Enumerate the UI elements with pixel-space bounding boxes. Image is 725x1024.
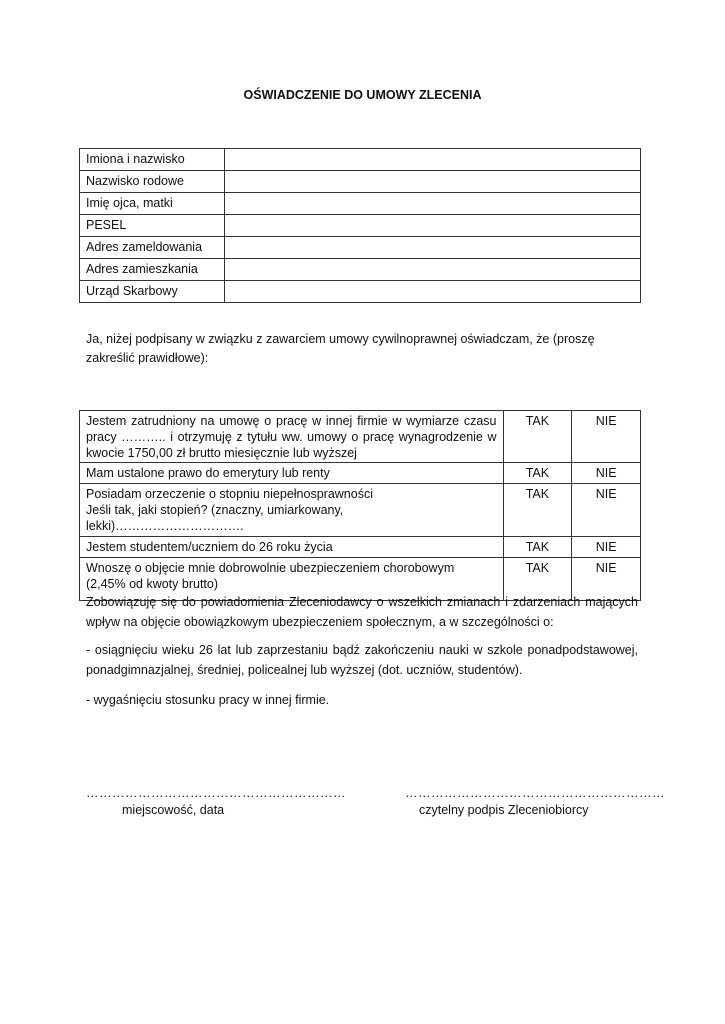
- condition-employment: - wygaśnięciu stosunku pracy w innej firmie.: [86, 693, 330, 707]
- signature-line-left: ……………………………………………………: [86, 786, 346, 800]
- table-row: [80, 484, 641, 537]
- field-label: Adres zamieszkania: [80, 259, 225, 281]
- table-row: [80, 237, 641, 259]
- statement-text: Mam ustalone prawo do emerytury lub renty: [80, 463, 504, 484]
- signature-caption: czytelny podpis Zleceniobiorcy: [419, 803, 589, 817]
- no-option[interactable]: NIE: [572, 484, 641, 537]
- yes-option[interactable]: TAK: [503, 463, 572, 484]
- field-value[interactable]: [225, 259, 641, 281]
- obligation-text: Zobowiązuję się do powiadomienia Zleceniodawcy o wszelkich zmianach i zdarzeniach mających wpływ na objęcie obowiązkowym ubezpieczeniem społecznym, a w szczególności o:: [86, 595, 638, 629]
- table-row: [80, 537, 641, 558]
- statements-table: [79, 410, 641, 601]
- table-row: [80, 171, 641, 193]
- field-value[interactable]: [225, 193, 641, 215]
- field-value[interactable]: [225, 281, 641, 303]
- no-option[interactable]: NIE: [572, 537, 641, 558]
- statement-text: Wnoszę o objęcie mnie dobrowolnie ubezpieczeniem chorobowym (2,45% od kwoty brutto): [80, 558, 504, 601]
- yes-option[interactable]: TAK: [503, 537, 572, 558]
- no-option[interactable]: NIE: [572, 558, 641, 601]
- field-label: Imiona i nazwisko: [80, 149, 225, 171]
- document-title: OŚWIADCZENIE DO UMOWY ZLECENIA: [243, 88, 482, 102]
- no-option[interactable]: NIE: [572, 463, 641, 484]
- field-value[interactable]: [225, 171, 641, 193]
- no-option[interactable]: NIE: [572, 411, 641, 463]
- field-label: Nazwisko rodowe: [80, 171, 225, 193]
- statement-text: [80, 484, 504, 537]
- intro-text: Ja, niżej podpisany w związku z zawarciem umowy cywilnoprawnej oświadczam, że (proszę zakreślić prawidłowe):: [86, 332, 595, 365]
- signature-line-right: ……………………………………………………: [405, 786, 665, 800]
- table-row: [80, 215, 641, 237]
- yes-option[interactable]: TAK: [503, 558, 572, 601]
- personal-data-table: [79, 148, 641, 303]
- field-value[interactable]: [225, 149, 641, 171]
- table-row: [80, 259, 641, 281]
- table-row: [80, 281, 641, 303]
- condition-age: - osiągnięciu wieku 26 lat lub zaprzestaniu bądź zakończeniu nauki w szkole ponadpodstawowej, ponadgimnazjalnej, średniej, policealnej lub wyższej (dot. uczniów, studentów).: [86, 643, 638, 677]
- field-label: Adres zameldowania: [80, 237, 225, 259]
- statement-line: Posiadam orzeczenie o stopniu niepełnosprawności: [86, 487, 373, 501]
- table-row: [80, 463, 641, 484]
- yes-option[interactable]: TAK: [503, 484, 572, 537]
- table-row: [80, 193, 641, 215]
- yes-option[interactable]: TAK: [503, 411, 572, 463]
- table-row: [80, 149, 641, 171]
- field-label: Urząd Skarbowy: [80, 281, 225, 303]
- place-date-caption: miejscowość, data: [122, 803, 225, 817]
- field-value[interactable]: [225, 237, 641, 259]
- statement-line: Jeśli tak, jaki stopień? (znaczny, umiarkowany, lekki)………………………….: [86, 503, 344, 533]
- field-value[interactable]: [225, 215, 641, 237]
- statement-text: Jestem zatrudniony na umowę o pracę w innej firmie w wymiarze czasu pracy ……….. i otrzymuję z tytułu ww. umowy o pracę wynagrodzenie w kwocie 1750,00 zł brutto miesięcznie lub wyższej: [80, 411, 504, 463]
- statement-text: Jestem studentem/uczniem do 26 roku życia: [80, 537, 504, 558]
- field-label: Imię ojca, matki: [80, 193, 225, 215]
- table-row: [80, 411, 641, 463]
- field-label: PESEL: [80, 215, 225, 237]
